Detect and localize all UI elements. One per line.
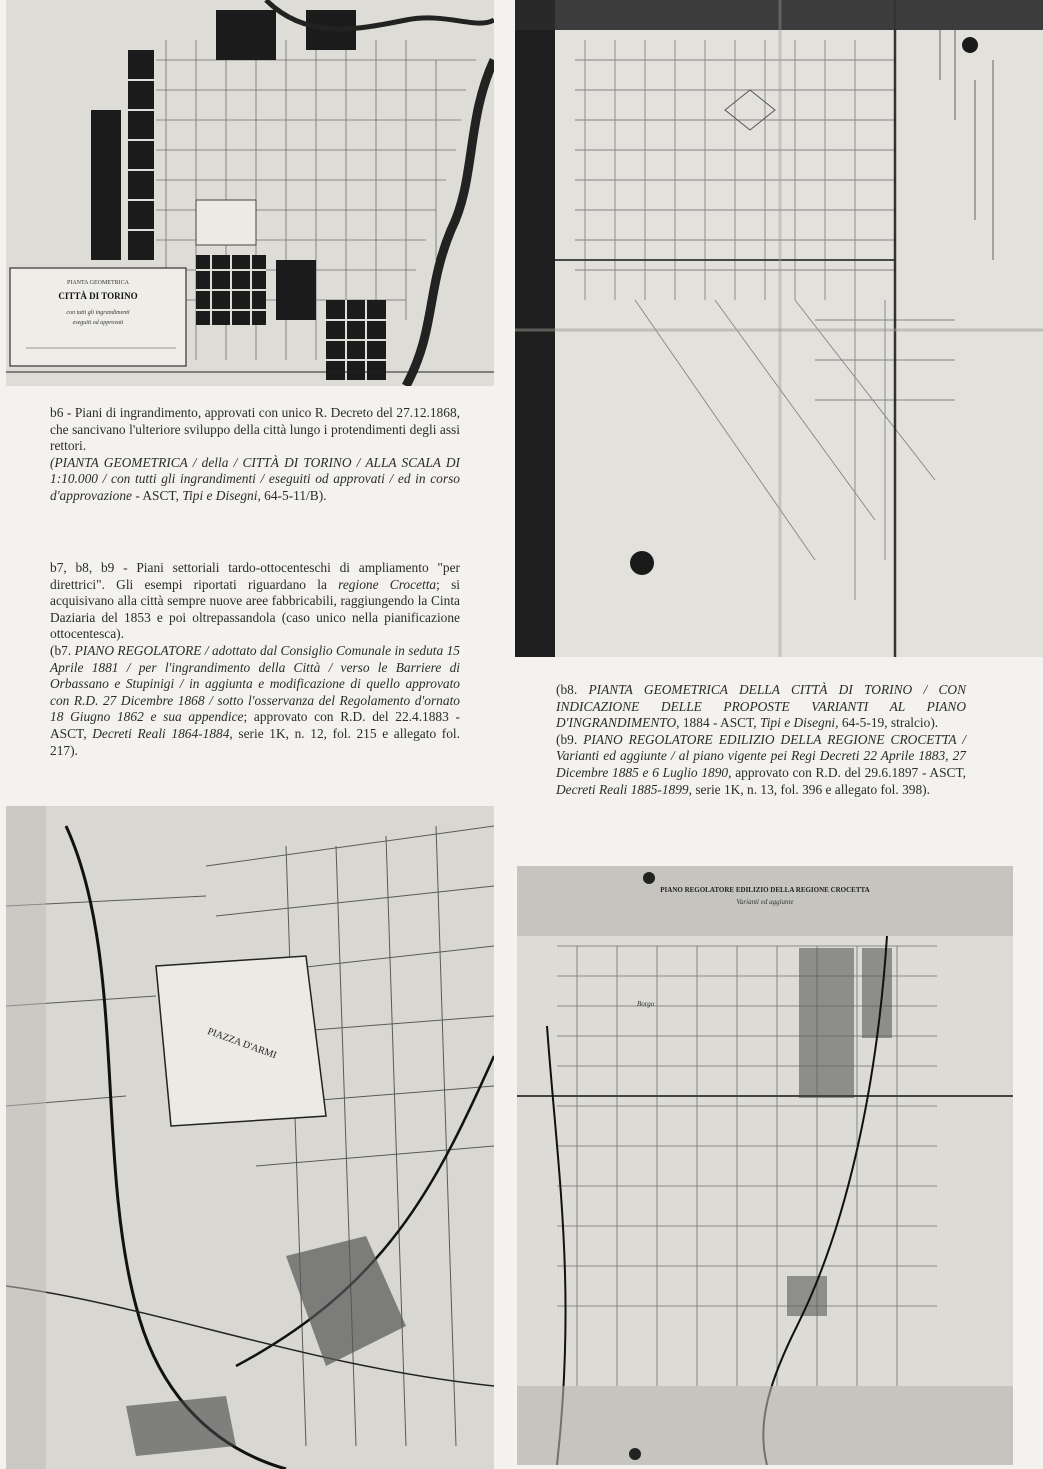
caption-b6-source: - ASCT, <box>131 487 183 503</box>
caption-b8-title: PIANTA GEOMETRICA DELLA CITTÀ DI TORINO / CON INDICAZIONE DELLE PROPOSTE VARIANTI AL PIANO D'INGRANDIMENTO, <box>556 682 967 731</box>
caption-b7-p1b: ; si acquisivano alla città sempre nuove aree fabbricabili, raggiungendo la Cinta Daziaria del 1853 e poi oltrepassandola (caso unico nella pianificazione ottocentesca). <box>50 576 461 642</box>
caption-b7-title: PIANO REGOLATORE / adottato dal Consiglio Comunale in seduta 15 Aprile 1881 / per l'ingrandimento della Città / verso le Barriere di Orbassano e Stupinigi / in aggiunta e modificazione di quello approvato con R.D. 27 Dicembre 1868 / sotto l'osservanza del Regolamento d'ornato 18 Giugno 1862 e sua appendice <box>50 642 460 725</box>
caption-b6 <box>50 405 460 505</box>
b6-cartouche-city: CITTÀ DI TORINO <box>58 291 138 301</box>
map-b6-drawing <box>6 0 494 386</box>
caption-b7-region: regione Crocetta <box>338 576 437 592</box>
caption-b7 <box>50 560 460 759</box>
b7-label-piazza-armi: PIAZZA D'ARMI <box>205 1026 278 1062</box>
caption-b6-p1: b6 - Piani di ingrandimento, approvati con unico R. Decreto del 27.12.1868, che sancivano l'ulteriore sviluppo della città lungo i protendimenti degli assi rettori. <box>50 405 460 454</box>
caption-b7-ref: , serie 1K, n. 12, fol. 215 e allegato fol. 217). <box>50 725 460 758</box>
b6-cartouche-title: PIANTA GEOMETRICA <box>66 280 130 286</box>
b9-header-title: PIANO REGOLATORE EDILIZIO DELLA REGIONE CROCETTA <box>660 886 870 894</box>
caption-b8-b9 <box>556 682 966 798</box>
b6-cartouche-line1: con tutti gli ingrandimenti <box>66 310 130 316</box>
map-b9-piano-regolatore-crocetta <box>517 866 1013 1465</box>
caption-b7-collection: Decreti Reali 1864-1884 <box>92 725 230 741</box>
caption-b8-text <box>556 682 966 798</box>
map-b9-drawing <box>517 866 1013 1465</box>
caption-b9-ref: , serie 1K, n. 13, fol. 396 e allegato fol. 398). <box>688 781 930 797</box>
caption-b6-collection: Tipi e Disegni <box>182 487 258 503</box>
map-b7-drawing <box>6 806 494 1469</box>
caption-b8-ref: , 64-5-19, stralcio). <box>835 715 939 731</box>
caption-b7-p1a: b7, b8, b9 - Piani settoriali tardo-ottocenteschi di ampliamento "per direttrici". Gli esempi riportati riguardano la <box>50 560 460 592</box>
caption-b9-open: (b9. <box>556 731 584 747</box>
map-b8-pianta-geometrica-varianti <box>515 0 1043 657</box>
caption-b8-open: (b8. <box>556 682 589 697</box>
caption-b9-collection: Decreti Reali 1885-1899 <box>556 781 689 797</box>
caption-b8-source: 1884 - ASCT, <box>679 715 760 731</box>
caption-b6-title: (PIANTA GEOMETRICA / della / CITTÀ DI TORINO / ALLA SCALA DI 1:10.000 / con tutti gli ingrandimenti / eseguiti od approvati / ed in corso d'approvazione <box>50 454 460 503</box>
b9-header-subtitle: Varianti ed aggiunte <box>736 898 794 906</box>
map-b8-drawing <box>515 0 1043 657</box>
b6-cartouche-line2: eseguiti od approvati <box>72 320 124 326</box>
map-b7-piano-regolatore <box>6 806 494 1469</box>
caption-b7-text <box>50 560 460 759</box>
caption-b7-source: ; approvato con R.D. del 22.4.1883 - ASCT, <box>50 709 460 741</box>
caption-b8-collection: Tipi e Disegni <box>760 715 836 731</box>
b9-label-borgo: Borgo <box>637 1000 655 1008</box>
caption-b6-text <box>50 405 460 505</box>
caption-b7-open: (b7. <box>50 642 75 658</box>
map-b6-pianta-geometrica <box>6 0 494 386</box>
caption-b9-source: , approvato con R.D. del 29.6.1897 - ASCT, <box>728 764 966 780</box>
caption-b9-title: PIANO REGOLATORE EDILIZIO DELLA REGIONE CROCETTA / Varianti ed aggiunte / al piano vigente pei Regi Decreti 22 Aprile 1883, 27 Dicembre 1885 e 6 Luglio 1890 <box>556 731 966 780</box>
caption-b6-ref: , 64-5-11/B). <box>257 487 327 503</box>
